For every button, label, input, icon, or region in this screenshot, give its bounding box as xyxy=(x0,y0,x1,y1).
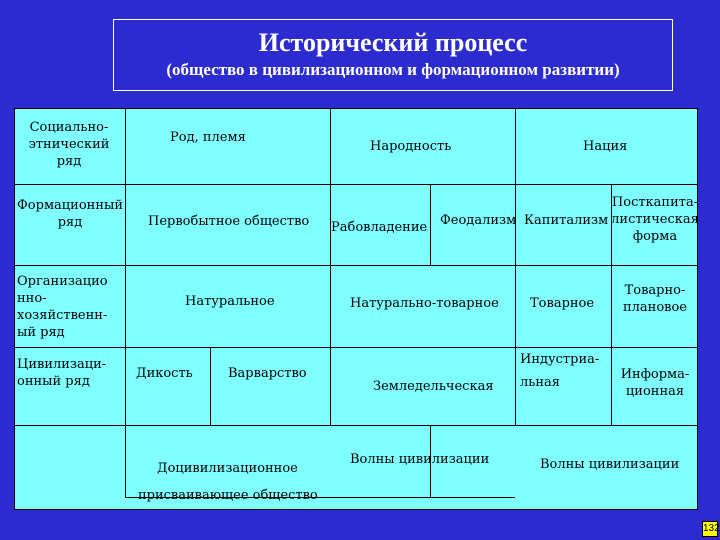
label-line: льная xyxy=(520,375,560,390)
label-line: ый ряд xyxy=(17,325,65,340)
title-box xyxy=(113,19,673,91)
cell-nationality: Народность xyxy=(370,139,452,154)
label-line: форма xyxy=(632,229,678,244)
cell-tribe: Род, племя xyxy=(170,130,246,145)
cell-slavery: Рабовладение xyxy=(331,220,428,235)
label-line: ционная xyxy=(625,384,685,399)
cell-capitalism: Капитализм xyxy=(524,213,609,228)
cell-barbarism: Варварство xyxy=(228,366,307,381)
cell-waves-2: Волны цивилизации xyxy=(540,457,680,472)
cell-commodity: Товарное xyxy=(530,296,595,311)
cell-appropriating: присваивающее общество xyxy=(138,488,318,503)
col-divider xyxy=(330,109,331,425)
cell-precivil: Доцивилизационное xyxy=(157,461,298,476)
label-line: Индустриа- xyxy=(520,352,600,367)
label-line: Социально- xyxy=(29,120,109,135)
row-divider xyxy=(15,265,697,266)
col-divider xyxy=(125,425,126,497)
cell-primitive: Первобытное общество xyxy=(148,214,310,229)
cell-industrial xyxy=(520,351,599,391)
label-line: Товарно- xyxy=(624,283,686,298)
label-line: Организацио xyxy=(17,274,108,289)
label-line: ряд xyxy=(57,215,83,230)
cell-agrarian: Земледельческая xyxy=(373,379,494,394)
cell-planned xyxy=(611,282,699,316)
cell-savagery: Дикость xyxy=(136,366,193,381)
label-line: этнический xyxy=(28,137,110,152)
row-divider xyxy=(15,184,697,185)
page-number-badge: 132 xyxy=(702,521,718,537)
page-title: Исторический процесс xyxy=(258,28,528,57)
label-line: плановое xyxy=(622,300,687,315)
row-label-economy xyxy=(17,273,108,341)
row-divider xyxy=(15,347,697,348)
row-label-social xyxy=(19,119,119,170)
label-line: Информа- xyxy=(620,367,690,382)
label-line: Посткапита- xyxy=(611,195,699,210)
label-line: онный ряд xyxy=(17,374,90,389)
cell-natural: Натуральное xyxy=(185,294,275,309)
label-line: нно- xyxy=(17,291,47,306)
col-divider xyxy=(430,184,431,265)
history-table xyxy=(14,108,698,510)
label-line: хозяйственн- xyxy=(17,308,108,323)
label-line: Цивилизаци- xyxy=(17,357,107,372)
row-label-civil xyxy=(17,356,106,390)
label-line: ряд xyxy=(56,154,82,169)
cell-feudalism: Феодализм xyxy=(440,213,517,228)
row-label-formation xyxy=(15,197,125,231)
cell-information xyxy=(611,366,699,400)
cell-nation: Нация xyxy=(583,139,628,154)
row-divider xyxy=(15,425,125,426)
label-line: Формационный xyxy=(17,198,123,213)
col-divider xyxy=(125,109,126,425)
label-line: листическая xyxy=(611,212,699,227)
col-divider xyxy=(210,347,211,425)
cell-waves-1: Волны цивилизации xyxy=(350,452,490,467)
cell-natural-commodity: Натурально-товарное xyxy=(350,296,499,311)
cell-postcapitalist xyxy=(611,194,699,245)
page-subtitle: (общество в цивилизационном и формационном развитии) xyxy=(166,60,620,79)
col-divider xyxy=(515,109,516,425)
